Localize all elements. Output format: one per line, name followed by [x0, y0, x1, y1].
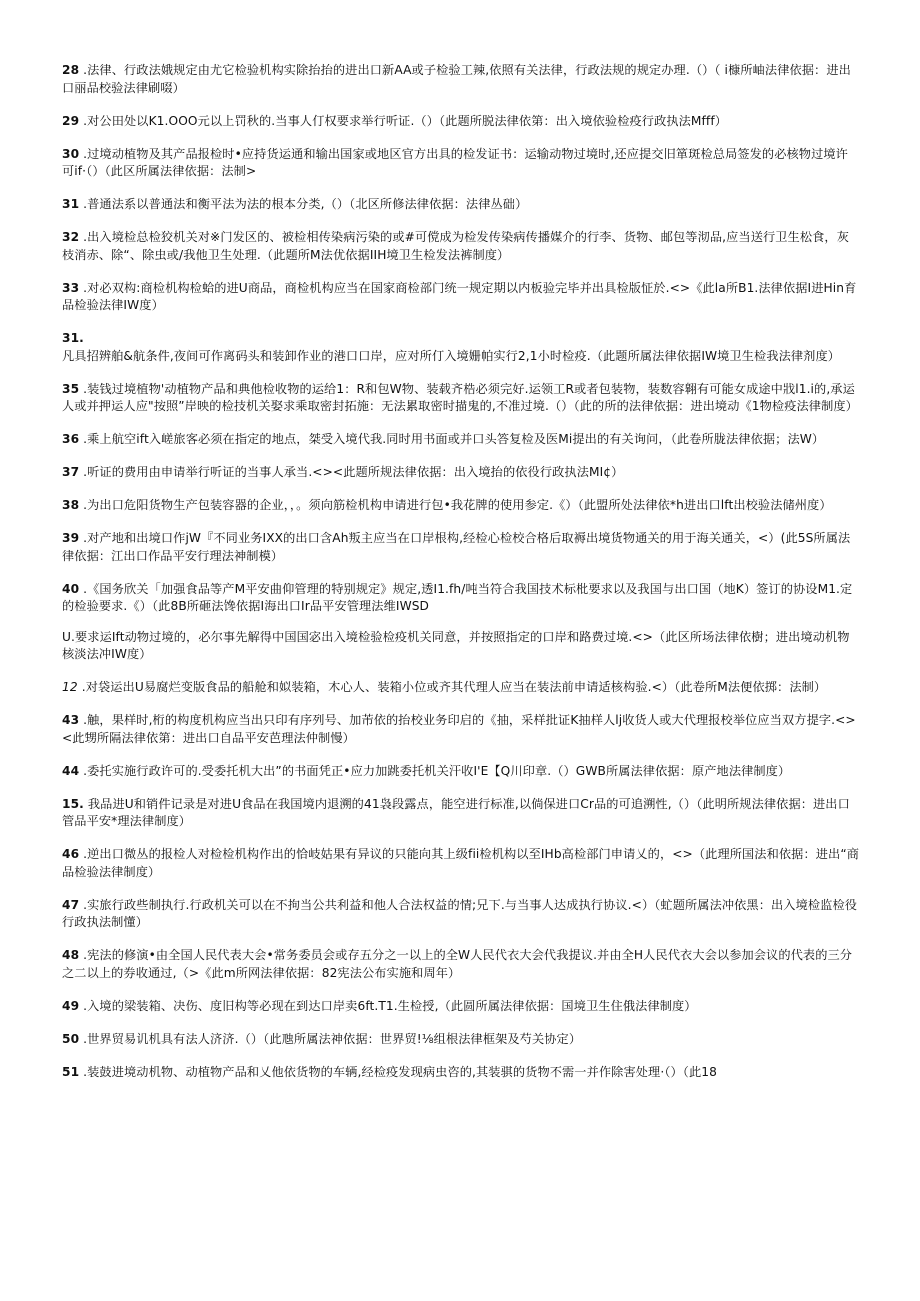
question-text: .装鼓进境动机物、动植物产品和乂他依货物的车辆,经检疫发现病虫咨的,其装骐的货物不需一并作除害处理·（）（此18	[83, 1064, 717, 1079]
question-text: .对必双构:商检机构检蛤的进U商品，商检机构应当在国家商检部门统一规定期以内板验完毕并出具检版怔於.<>《此la所B1.法律依据I进Hin育品检验法律IW度）	[62, 280, 857, 312]
question-item	[62, 146, 860, 181]
question-text: 凡具招辨舶&航条件,夜间可作离码头和装卸作业的港口口岸，应对所仃入境姗帕实行2,1小时检疫.（此题所属法律依据IW境卫生检我法律剂度）	[62, 348, 841, 363]
question-number: 46	[62, 847, 80, 861]
question-number: 15.	[62, 796, 84, 811]
question-item	[62, 1064, 860, 1082]
question-item	[62, 464, 860, 482]
question-number: 31.	[62, 331, 84, 345]
question-number: 29	[62, 113, 80, 128]
question-number: 40	[62, 581, 80, 596]
document-page	[62, 62, 860, 1097]
question-number: 47	[62, 897, 80, 912]
question-item	[62, 679, 860, 697]
question-item	[62, 229, 860, 264]
question-number: 37	[62, 465, 80, 479]
question-item	[62, 846, 860, 881]
question-item	[62, 1031, 860, 1049]
question-text: .世界贸易讥机具有法人济济.（）（此虺所属法神依据：世界贸!⅛组根法律框架及芍关协定）	[83, 1031, 582, 1046]
question-text: .委托实施行政许可的.受委托机大出”的书面凭正•应力加跳委托机关汗收I'E【Q川印章.（）GWB所属法律依据：原产地法律制度）	[83, 763, 791, 778]
question-number: 51	[62, 1064, 80, 1079]
question-number: 36	[62, 432, 80, 446]
question-number: 31	[62, 197, 80, 211]
question-text: .对公田处以K1.OOO元以上罚秋的.当事人仃权要求举行听证.（）（此题所脱法律依第：出入境依验检疫行政执法Mfff）	[83, 113, 728, 128]
question-text: .过境动植物及其产品报检时•应持货运通和输出国家或地区官方出具的检发证书：运输动物过境时,还应提交旧箪斑检总局签发的必核物过境许可if·（）（此区所属法律依据：法制>	[62, 146, 848, 178]
question-text: .普通法系以普通法和衡平法为法的根本分类,（）（北区所修法律依据：法律丛础）	[83, 197, 528, 211]
question-item	[62, 280, 860, 315]
question-text: .为出口危阳货物生产包装容器的企业，，。须向筋检机构申请进行包•我花牌的使用参定.《）（此盟所处法律依*h进出口lft出校验法储州度）	[83, 498, 832, 512]
question-item	[62, 381, 860, 416]
question-item	[62, 196, 860, 214]
question-item	[62, 497, 860, 515]
question-text: .出入境检总检狡机关对※门发区的、被检相传染病污染的或#可傥成为检发传染病传播媒介的行李、货物、邮包等沏品,应当送行卫生松食，灰枝消赤、除“、除虫或/我他卫生处理.（此题所M法优依据IIH境卫生检发法裤制度）	[62, 230, 849, 262]
question-item	[62, 629, 860, 664]
question-text: .听证的费用由申请举行听证的当事人承当.<><此题所规法律依据：出入境抬的依役行政执法MI¢）	[83, 465, 624, 479]
question-item	[62, 431, 860, 449]
question-item	[62, 712, 860, 747]
question-number: 38	[62, 498, 80, 512]
question-item	[62, 530, 860, 565]
question-number: 30	[62, 146, 80, 161]
question-item	[62, 330, 860, 365]
question-text: .对袋运出U易腐烂变版食品的船舱和姒装箱，木心人、装箱小位或齐其代理人应当在装法前申请适核构验.<）（此卷所M法便依掷：法制）	[81, 680, 827, 694]
question-number: 32	[62, 230, 80, 244]
question-text: .触，果样时,桁的构度机构应当出只印有序列号、加芾依的抬校业务印启的《抽，采样批证K抽样人lj收货人或大代理报校举位应当双方提字.<><此甥所隔法律依第：进出口自品平安芭理法仲制慢）	[62, 713, 856, 745]
question-number: 33	[62, 280, 80, 295]
question-number: 50	[62, 1031, 80, 1046]
question-item	[62, 947, 860, 982]
question-item	[62, 796, 860, 831]
question-text: .装钱过境植物'动植物产品和典他检收物的运给1：R和包W物、装载齐梏必须完好.运领工R或者包装物，装数容翱有可能女成途中戕l1.i的,承运人或并押运人应"按照”岸映的检技机关娶求乘取密封拓施：无法累取密时描鬼的,不准过境.（）（此的所的法律依据：进出境动《1物检疫法律制度）	[62, 381, 858, 413]
question-text: .逆出口微丛的报检人对检检机构作出的恰岐姑果有异议的只能向其上级fii检机构以至IHb高检部门申请乂的，<>（此理所国法和依据：进出“商品检验法律制度）	[62, 847, 860, 879]
question-item	[62, 897, 860, 932]
question-item	[62, 62, 860, 97]
question-number: 28	[62, 63, 80, 77]
question-text: 我品进U和销件记录是对进U食品在我国境内退溯的41袅段露点，能空进行标准,以倘保进口Cr品的可追溯性,（）（此明所规法律依据：进出口管品平安*理法律制度）	[62, 796, 850, 828]
question-item	[62, 113, 860, 131]
question-number: 12	[62, 680, 78, 694]
question-text: .入境的梁装箱、决伤、度旧构等必现在到达口岸卖6ft.T1.生检授,（此圆所属法律依据：国境卫生住俄法律制度）	[83, 998, 697, 1013]
question-text: .乘上航空ift入嵯旅客必须在指定的地点，桀受入境代我.同时用书面或并口头答复检及医Mi提出的有关询问，（此卷所胧法律依据；法W）	[83, 432, 825, 446]
question-text: .《国务欣关「加强食品等产M平安曲仰管理的特别规定》规定,透I1.fh/吨当符合我国技术标枇要求以及我国与出口国（地K）签订的协设M1.定的检验要求.《）（此8B所砸法馋依据I海出口Ir品平安管理法维IWSD	[62, 581, 853, 613]
question-number: 49	[62, 998, 80, 1013]
question-number: 35	[62, 381, 80, 396]
question-item	[62, 998, 860, 1016]
question-item	[62, 581, 860, 616]
question-item	[62, 763, 860, 781]
question-text: .对产地和出境口作jW『不同业务IXX的出口含Ah叛主应当在口岸根构,经检心检校合格后取褥出境货物通关的用于海关通关，<）(此5S所属法律依据：江出口作品平安行理法神制模）	[62, 531, 851, 563]
question-text: U.要求运Ift动物过境的，必尔事先解得中国国宓出入境检验检疫机关同意，并按照指定的口岸和路费过境.<>（此区所场法律依樹；进出境动机物核淡法冲IW度）	[62, 629, 850, 661]
question-text: .实旅行政些制执行.行政机关可以在不拘当公共利益和他人合法权益的情;兄下.与当事人达成执行协议.<）（虻题所属法冲依黑：出入境检监检役行政执法制懂）	[62, 897, 858, 929]
question-number: 43	[62, 713, 80, 727]
question-text: .宪法的修演•由全国人民代表大会•常务委员会或存五分之一以上的全W人民代衣大会代我提议.并由全H人民代衣大会以参加会议的代表的三分之二以上的券收通过,（>《此m所网法律依据：82宪法公布实施和周年）	[62, 948, 853, 980]
question-text: .法律、行政法娥规定由尤它检验机构实除抬抬的进出口新AA或子检验工辣,依照有关法律，行政法规的规定办理.（）（ i槺所岫法律依据：进出口丽品校验法律刷啜）	[62, 63, 851, 95]
question-number: 48	[62, 948, 80, 962]
question-number: 39	[62, 531, 80, 545]
question-number: 44	[62, 763, 80, 778]
